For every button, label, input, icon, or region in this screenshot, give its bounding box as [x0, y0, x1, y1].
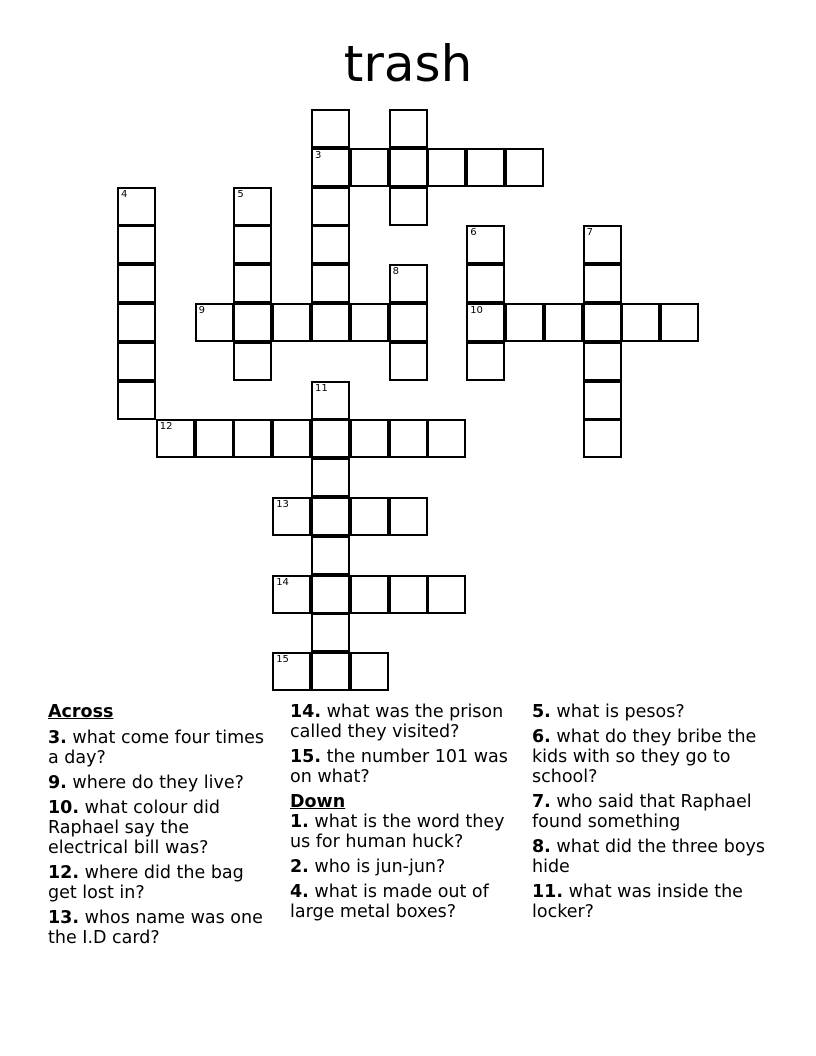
grid-cell[interactable] — [311, 536, 350, 575]
grid-cell[interactable] — [117, 381, 156, 420]
clue-down-8: 8. what did the three boys hide — [532, 837, 766, 877]
grid-cell[interactable] — [117, 225, 156, 264]
clue-number: 4 — [121, 188, 128, 200]
grid-cell[interactable] — [117, 264, 156, 303]
clue-across-13: 13. whos name was one the I.D card? — [48, 908, 263, 948]
page-title: trash — [343, 35, 473, 93]
grid-cell[interactable] — [117, 342, 156, 381]
grid-cell[interactable] — [311, 225, 350, 264]
grid-cell[interactable] — [311, 303, 350, 342]
clue-number: 11 — [315, 382, 328, 394]
grid-cell[interactable] — [272, 303, 311, 342]
clue-number: 6 — [470, 227, 477, 239]
clue-number: 3 — [315, 149, 322, 161]
grid-cell-15[interactable] — [272, 652, 311, 691]
grid-cell-6[interactable] — [466, 225, 505, 264]
grid-cell[interactable] — [389, 148, 428, 187]
clue-across-12: 12. where did the bag get lost in? — [48, 863, 244, 903]
grid-cell[interactable] — [389, 303, 428, 342]
grid-cell-12[interactable] — [156, 419, 195, 458]
grid-cell[interactable] — [427, 575, 466, 614]
grid-cell[interactable] — [233, 303, 272, 342]
clue-down-7: 7. who said that Raphael found something — [532, 792, 752, 832]
clue-column-2 — [290, 702, 525, 927]
clue-number: 5 — [237, 188, 244, 200]
clue-down-5: 5. what is pesos? — [532, 702, 685, 722]
grid-cell[interactable] — [350, 419, 389, 458]
grid-cell[interactable] — [311, 458, 350, 497]
clue-down-2: 2. who is jun-jun? — [290, 857, 446, 877]
grid-cell[interactable] — [233, 225, 272, 264]
grid-cell[interactable] — [389, 187, 428, 226]
clue-across-14: 14. what was the prison called they visited? — [290, 702, 504, 742]
grid-cell[interactable] — [583, 419, 622, 458]
grid-cell[interactable] — [117, 303, 156, 342]
grid-cell-11[interactable] — [311, 381, 350, 420]
grid-cell[interactable] — [621, 303, 660, 342]
clue-across-3: 3. what come four times a day? — [48, 728, 265, 768]
grid-cell-13[interactable] — [272, 497, 311, 536]
grid-cell[interactable] — [233, 419, 272, 458]
clue-across-9: 9. where do they live? — [48, 773, 244, 793]
grid-cell[interactable] — [272, 419, 311, 458]
clue-number: 10 — [470, 305, 483, 316]
grid-cell-10[interactable] — [466, 303, 505, 342]
grid-cell[interactable] — [583, 381, 622, 420]
grid-cell[interactable] — [389, 419, 428, 458]
clue-number: 14 — [276, 576, 289, 588]
down-heading: Down — [290, 792, 346, 812]
clue-number: 13 — [276, 499, 289, 510]
clue-number: 15 — [276, 654, 289, 666]
grid-cell[interactable] — [389, 109, 428, 148]
grid-cell-3[interactable] — [311, 148, 350, 187]
grid-cell[interactable] — [544, 303, 583, 342]
grid-cell[interactable] — [389, 575, 428, 614]
grid-cell[interactable] — [427, 419, 466, 458]
grid-cell[interactable] — [311, 264, 350, 303]
grid-cell[interactable] — [350, 652, 389, 691]
grid-cell[interactable] — [350, 575, 389, 614]
grid-cell[interactable] — [233, 264, 272, 303]
grid-cell[interactable] — [466, 264, 505, 303]
clue-column-3 — [532, 702, 768, 927]
clue-down-1: 1. what is the word they us for human huck? — [290, 812, 505, 852]
grid-cell[interactable] — [311, 497, 350, 536]
grid-cell[interactable] — [505, 148, 544, 187]
grid-cell-4[interactable] — [117, 187, 156, 226]
grid-cell-8[interactable] — [389, 264, 428, 303]
clue-down-4: 4. what is made out of large metal boxes? — [290, 882, 489, 922]
clue-number: 9 — [198, 305, 205, 316]
grid-cell[interactable] — [389, 342, 428, 381]
grid-cell[interactable] — [311, 419, 350, 458]
grid-cell[interactable] — [311, 109, 350, 148]
grid-cell[interactable] — [311, 613, 350, 652]
grid-cell[interactable] — [311, 187, 350, 226]
grid-cell[interactable] — [505, 303, 544, 342]
clue-number: 8 — [392, 266, 399, 278]
grid-cell[interactable] — [466, 342, 505, 381]
grid-cell[interactable] — [583, 264, 622, 303]
clue-across-15: 15. the number 101 was on what? — [290, 747, 508, 787]
grid-cell-14[interactable] — [272, 575, 311, 614]
grid-cell-7[interactable] — [583, 225, 622, 264]
grid-cell[interactable] — [427, 148, 466, 187]
grid-cell[interactable] — [311, 652, 350, 691]
clue-across-10: 10. what colour did Raphael say the electrical bill was? — [48, 798, 220, 858]
clue-column-1 — [48, 702, 273, 953]
grid-cell[interactable] — [233, 342, 272, 381]
grid-cell-9[interactable] — [195, 303, 234, 342]
grid-cell[interactable] — [350, 303, 389, 342]
clue-down-6: 6. what do they bribe the kids with so they go to school? — [532, 727, 757, 787]
across-heading: Across — [48, 702, 114, 722]
grid-cell[interactable] — [583, 303, 622, 342]
clue-number: 7 — [586, 227, 593, 239]
grid-cell[interactable] — [195, 419, 234, 458]
grid-cell[interactable] — [389, 497, 428, 536]
grid-cell[interactable] — [350, 148, 389, 187]
grid-cell[interactable] — [583, 342, 622, 381]
grid-cell[interactable] — [350, 497, 389, 536]
grid-cell[interactable] — [311, 575, 350, 614]
grid-cell[interactable] — [466, 148, 505, 187]
clue-down-11: 11. what was inside the locker? — [532, 882, 743, 922]
clue-number: 12 — [159, 421, 173, 433]
grid-cell[interactable] — [660, 303, 699, 342]
grid-cell-5[interactable] — [233, 187, 272, 226]
